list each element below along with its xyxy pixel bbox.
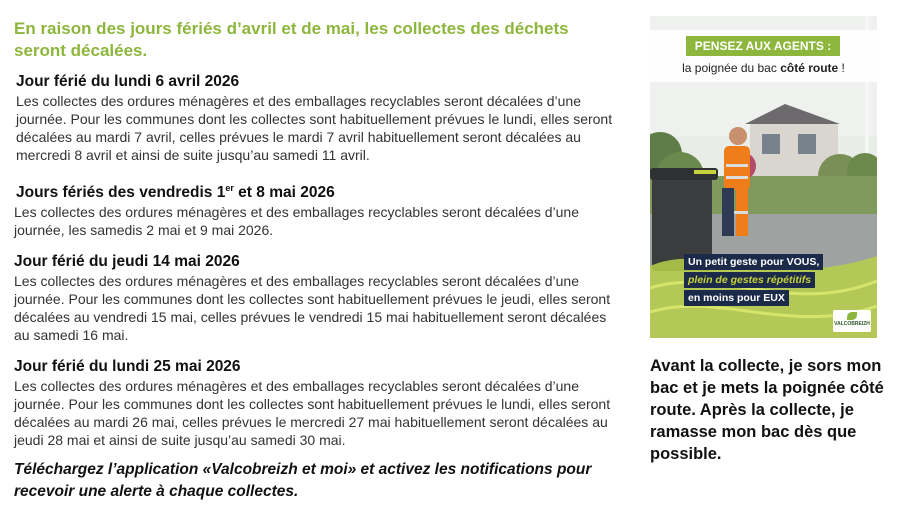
headline: En raison des jours fériés d’avril et de mai, les collectes des déchets seront décalées.	[14, 19, 569, 60]
poster-slogan	[684, 252, 823, 306]
section-may-1-8	[14, 178, 614, 239]
poster-slogan-line: plein de gestes répétitifs	[684, 272, 815, 288]
poster-banner-sub-em: côté route	[780, 61, 839, 75]
section-title-main: Jours fériés des vendredis 1	[16, 184, 226, 202]
section-title: Jour férié du lundi 6 avril 2026	[16, 73, 240, 90]
poster-banner-subtitle	[650, 60, 877, 76]
logo-text: VALCOBREIZH	[834, 321, 870, 327]
poster-image	[650, 16, 877, 338]
poster-banner-title: PENSEZ AUX AGENTS :	[694, 39, 832, 53]
poster-banner-sub-after: !	[838, 61, 845, 75]
poster-banner-sub-before: la poignée du bac	[682, 61, 781, 75]
section-title: Jour férié du lundi 25 mai 2026	[14, 358, 241, 375]
valcobreizh-logo	[833, 310, 871, 332]
section-text: Les collectes des ordures ménagères et des emballages recyclables seront décalées d’une journée. Pour les communes dont les collectes sont habituellement prévues le lundi, elles seront décalées au mardi 7 avril, celles prévues le mardi 7 avril habituellement seront décalées au mercredi 8 avril et ainsi de suite jusqu’au samedi 11 avril.	[16, 93, 613, 163]
section-title-sup: er	[225, 183, 234, 193]
section-title-end: et 8 mai 2026	[233, 184, 335, 202]
section-text: Les collectes des ordures ménagères et des emballages recyclables seront décalées d’une journée. Pour les communes dont les collectes sont habituellement prévues le lundi, elles seront décalées au mardi 26 mai, celles prévues le mercredi 27 mai habituellement seront décalées au jeudi 28 mai et ainsi de suite jusqu’au samedi 30 mai.	[14, 378, 611, 448]
section-text: Les collectes des ordures ménagères et des emballages recyclables seront décalées d’une journée. Pour les communes dont les collectes sont habituellement prévues le jeudi, elles seront décalées au vendredi 15 mai, celles prévues le vendredi 15 mai habituellement seront décalées au samedi 16 mai.	[14, 273, 611, 343]
poster-caption: Avant la collecte, je sors mon bac et je mets la poignée côté route. Après la collecte, je ramasse mon bac dès que possible.	[650, 357, 884, 463]
poster-slogan-line: Un petit geste pour VOUS,	[684, 254, 823, 270]
app-download-notice: Téléchargez l’application «Valcobreizh et moi» et activez les notifications pour recevoir une alerte à chaque collectes.	[14, 461, 592, 500]
section-may-25	[14, 357, 614, 449]
section-may-14	[14, 252, 614, 344]
section-april-6	[14, 72, 614, 164]
section-text: Les collectes des ordures ménagères et des emballages recyclables seront décalées d’une journée, les samedis 2 mai et 9 mai 2026.	[14, 204, 579, 239]
logo-leaf-icon	[847, 312, 857, 320]
section-title	[14, 178, 614, 203]
section-title: Jour férié du jeudi 14 mai 2026	[14, 253, 240, 270]
poster-slogan-line: en moins pour EUX	[684, 290, 789, 306]
